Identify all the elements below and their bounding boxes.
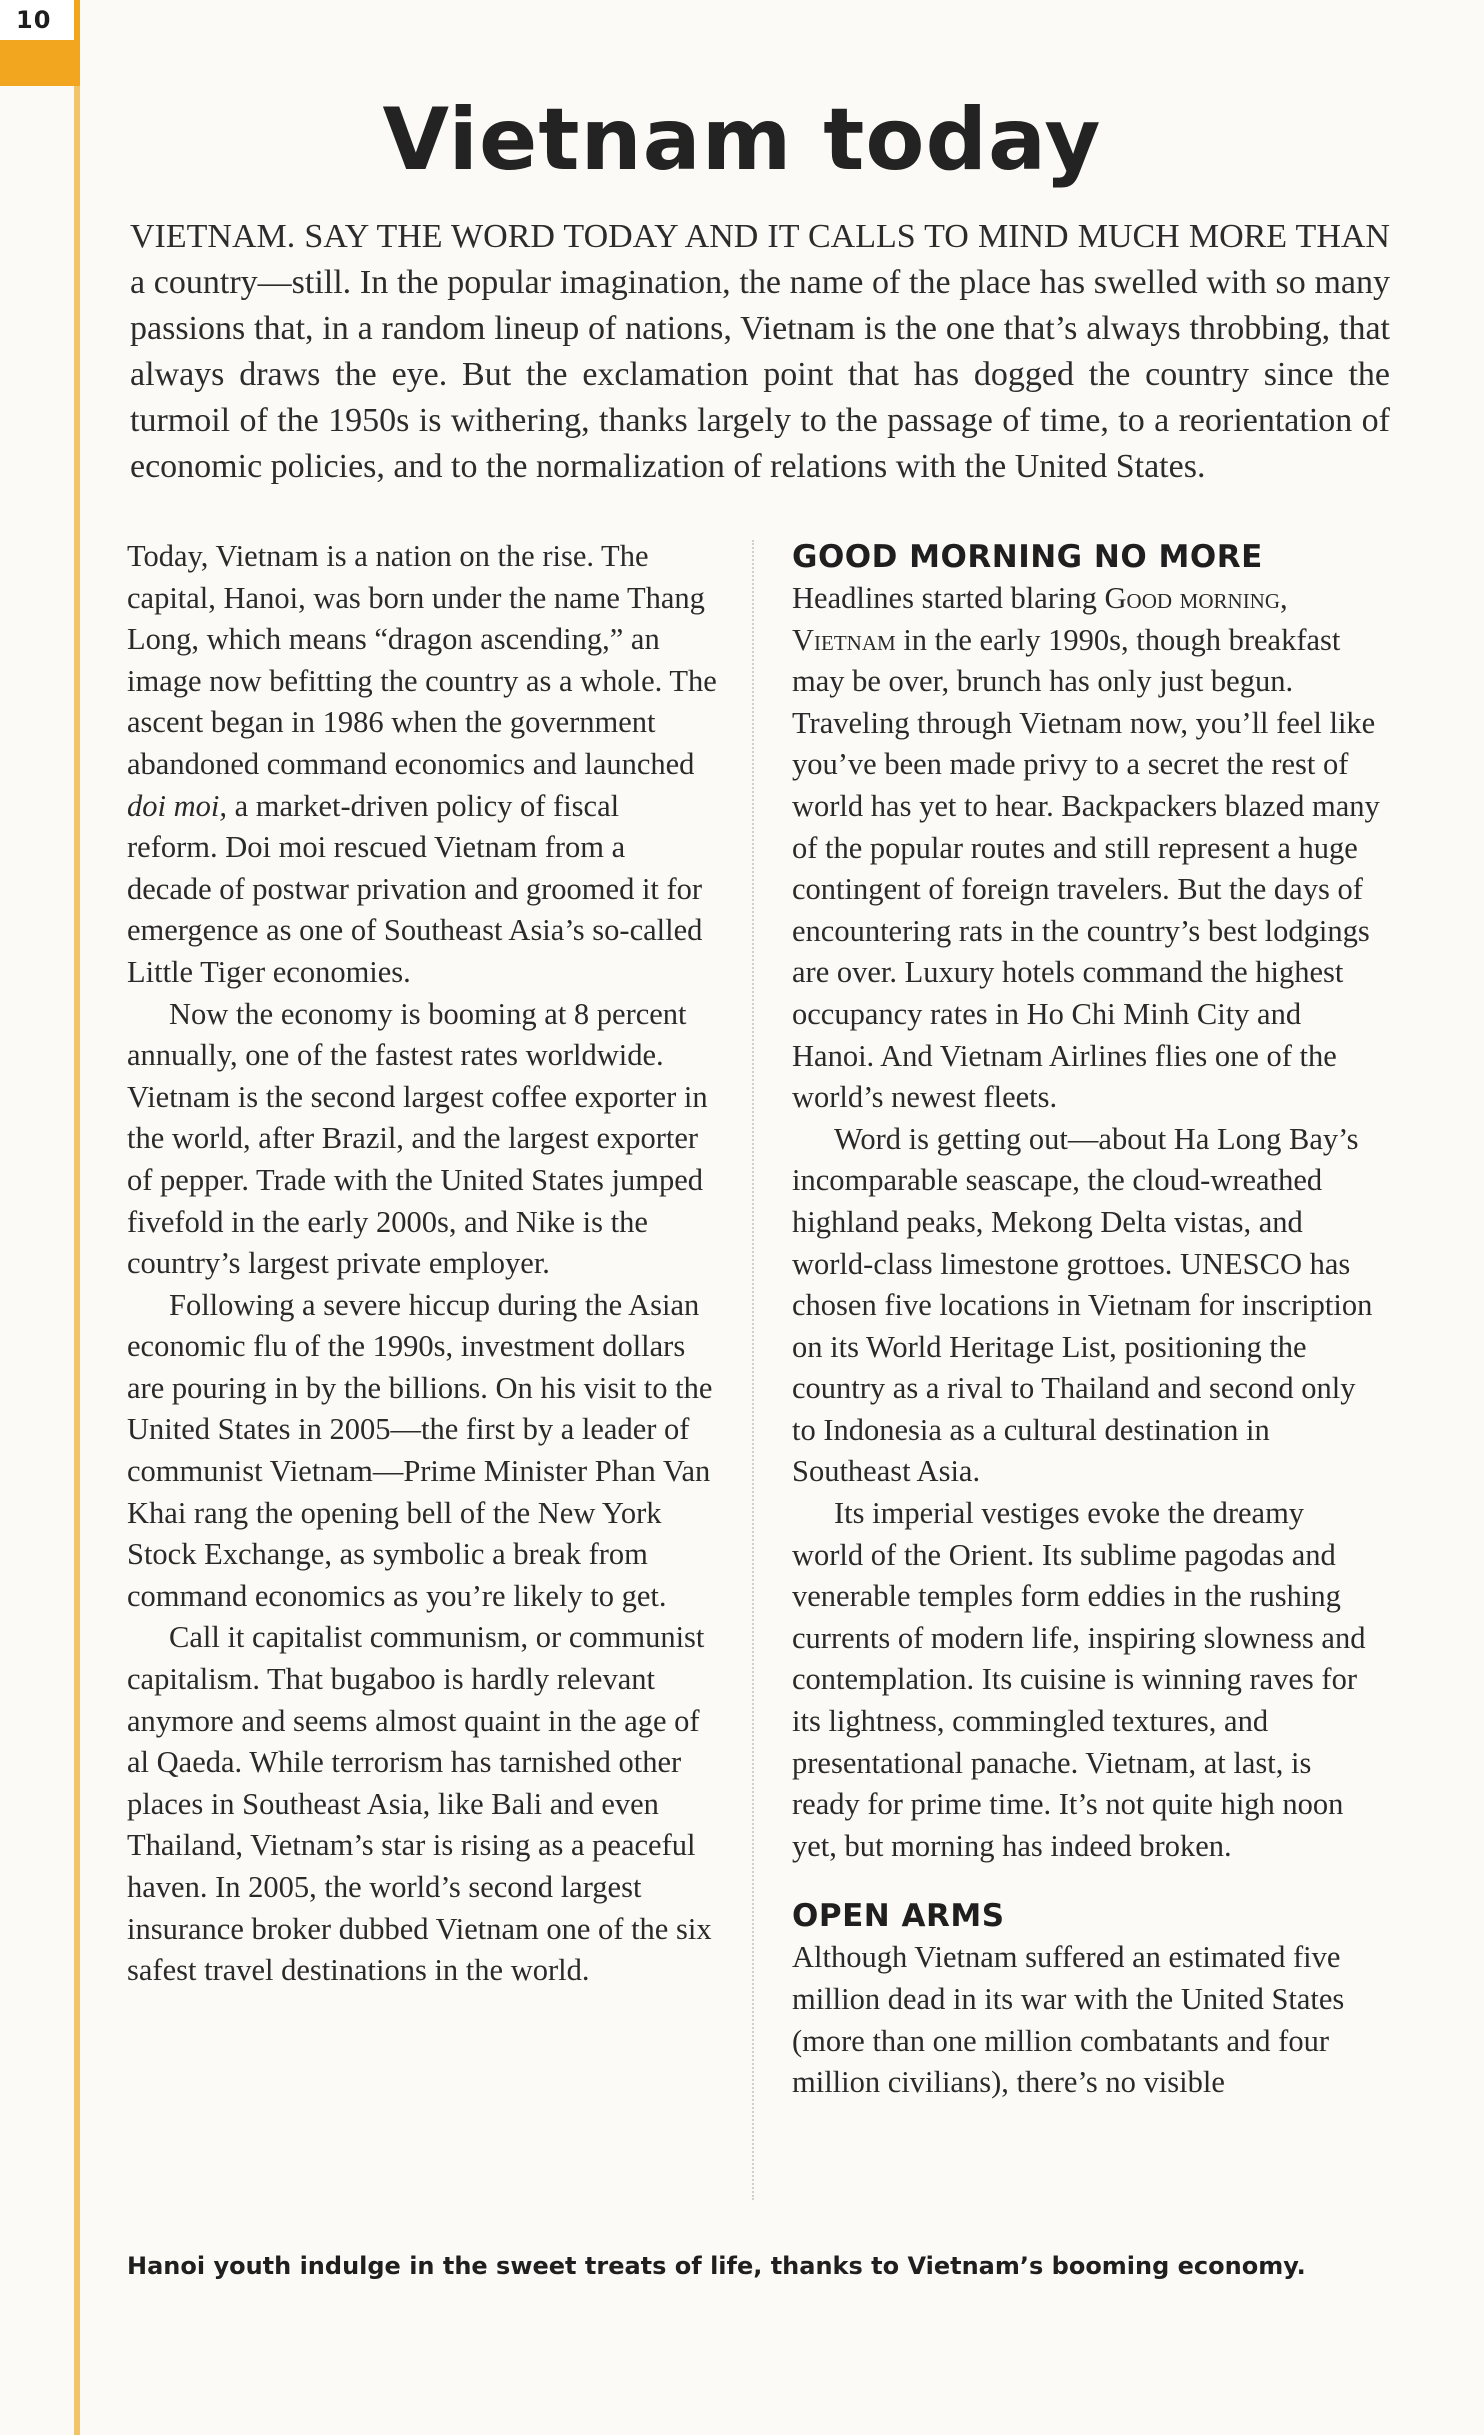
page-title: Vietnam today <box>382 90 1102 190</box>
right-paragraph-3: Its imperial vestiges evoke the dreamy world of the Orient. Its sublime pagodas and venerable temples form eddies in the rushing currents of modern life, inspiring slowness and contemplation. Its cuisine is winning raves for its lightness, commingled textures, and presentational panache. Vietnam, at last, is ready for prime time. It’s not quite high noon yet, but morning has indeed broken. <box>792 1496 1366 1863</box>
left-paragraph-1 <box>127 536 717 994</box>
left-column <box>127 536 717 1992</box>
left-paragraph-4: Call it capitalist communism, or communist capitalism. That bugaboo is hardly relevant anymore and seems almost quaint in the age of al Qaeda. While terrorism has tarnished other places in Southeast Asia, like Bali and even Thailand, Vietnam’s star is rising as a peaceful haven. In 2005, the world’s second largest insurance broker dubbed Vietnam one of the six safest travel destinations in the world. <box>127 1620 712 1988</box>
right-paragraph-2: Word is getting out—about Ha Long Bay’s incomparable seascape, the cloud-wreathed highland peaks, Mekong Delta vistas, and world-class limestone grottoes. UNESCO has chosen five locations in Vietnam for inscription on its World Heritage List, positioning the country as a rival to Thailand and second only to Indonesia as a cultural destination in Southeast Asia. <box>792 1121 1373 1489</box>
left-p1-text: Today, Vietnam is a nation on the rise. The capital, Hanoi, was born under the name Thang Long, which means “dragon ascending,” an image now befitting the country as a whole. The ascent began in 1986 when the government abandoned command economics and launched <box>127 539 717 781</box>
page-number: 10 <box>16 6 52 34</box>
section-heading-good-morning: GOOD MORNING NO MORE <box>792 539 1263 575</box>
good-morning-smallcaps: Good morning, Vietnam <box>792 581 1288 657</box>
column-divider <box>752 540 754 2200</box>
right-p1-text-end: in the early 1990s, though breakfast may be over, brunch has only just begun. Traveling through Vietnam now, you’ll feel like you’ve been made privy to a secret the rest of world has yet to hear. Backpackers blazed many of the popular routes and still represent a huge contingent of foreign travelers. But the days of encountering rats in the country’s best lodgings are over. Luxury hotels command the highest occupancy rates in Ho Chi Minh City and Hanoi. And Vietnam Airlines flies one of the world’s newest fleets. <box>792 622 1380 1115</box>
margin-line <box>74 86 80 2435</box>
right-paragraph-1 <box>792 578 1382 1119</box>
intro-paragraph: VIETNAM. SAY THE WORD TODAY AND IT CALLS TO MIND MUCH MORE THAN a country—still. In the popular imagination, the name of the place has swelled with so many passions that, in a random lineup of nations, Vietnam is the one that’s always throbbing, that always draws the eye. But the exclamation point that has dogged the country since the turmoil of the 1950s is withering, thanks largely to the passage of time, to a reorientation of economic policies, and to the normalization of relations with the United States. <box>130 218 1390 485</box>
section-heading-open-arms: OPEN ARMS <box>792 1898 1005 1935</box>
doi-moi-italic: doi moi, <box>127 788 227 823</box>
right-column <box>792 536 1382 2104</box>
orange-accent-bar <box>0 40 80 86</box>
right-paragraph-4: Although Vietnam suffered an estimated five million dead in its war with the United States (more than one million combatants and four million civilians), there’s no visible <box>792 1940 1345 2100</box>
right-p1-text: Headlines started blaring <box>792 581 1105 615</box>
photo-caption: Hanoi youth indulge in the sweet treats of life, thanks to Vietnam’s booming economy. <box>127 2252 1306 2280</box>
left-paragraph-2: Now the economy is booming at 8 percent annually, one of the fastest rates worldwide. Vietnam is the second largest coffee exporter in the world, after Brazil, and the largest exporter of pepper. Trade with the United States jumped fivefold in the early 2000s, and Nike is the country’s largest private employer. <box>127 996 708 1281</box>
left-paragraph-3: Following a severe hiccup during the Asian economic flu of the 1990s, investment dollars are pouring in by the billions. On his visit to the United States in 2005—the first by a leader of communist Vietnam—Prime Minister Phan Van Khai rang the opening bell of the New York Stock Exchange, as symbolic a break from command economics as you’re likely to get. <box>127 1287 713 1613</box>
left-p1-text-end: a market-driven policy of fiscal reform. Doi moi rescued Vietnam from a decade of postwar privation and groomed it for emergence as one of Southeast Asia’s so-called Little Tiger economies. <box>127 788 703 989</box>
page-number-tab <box>0 0 80 40</box>
